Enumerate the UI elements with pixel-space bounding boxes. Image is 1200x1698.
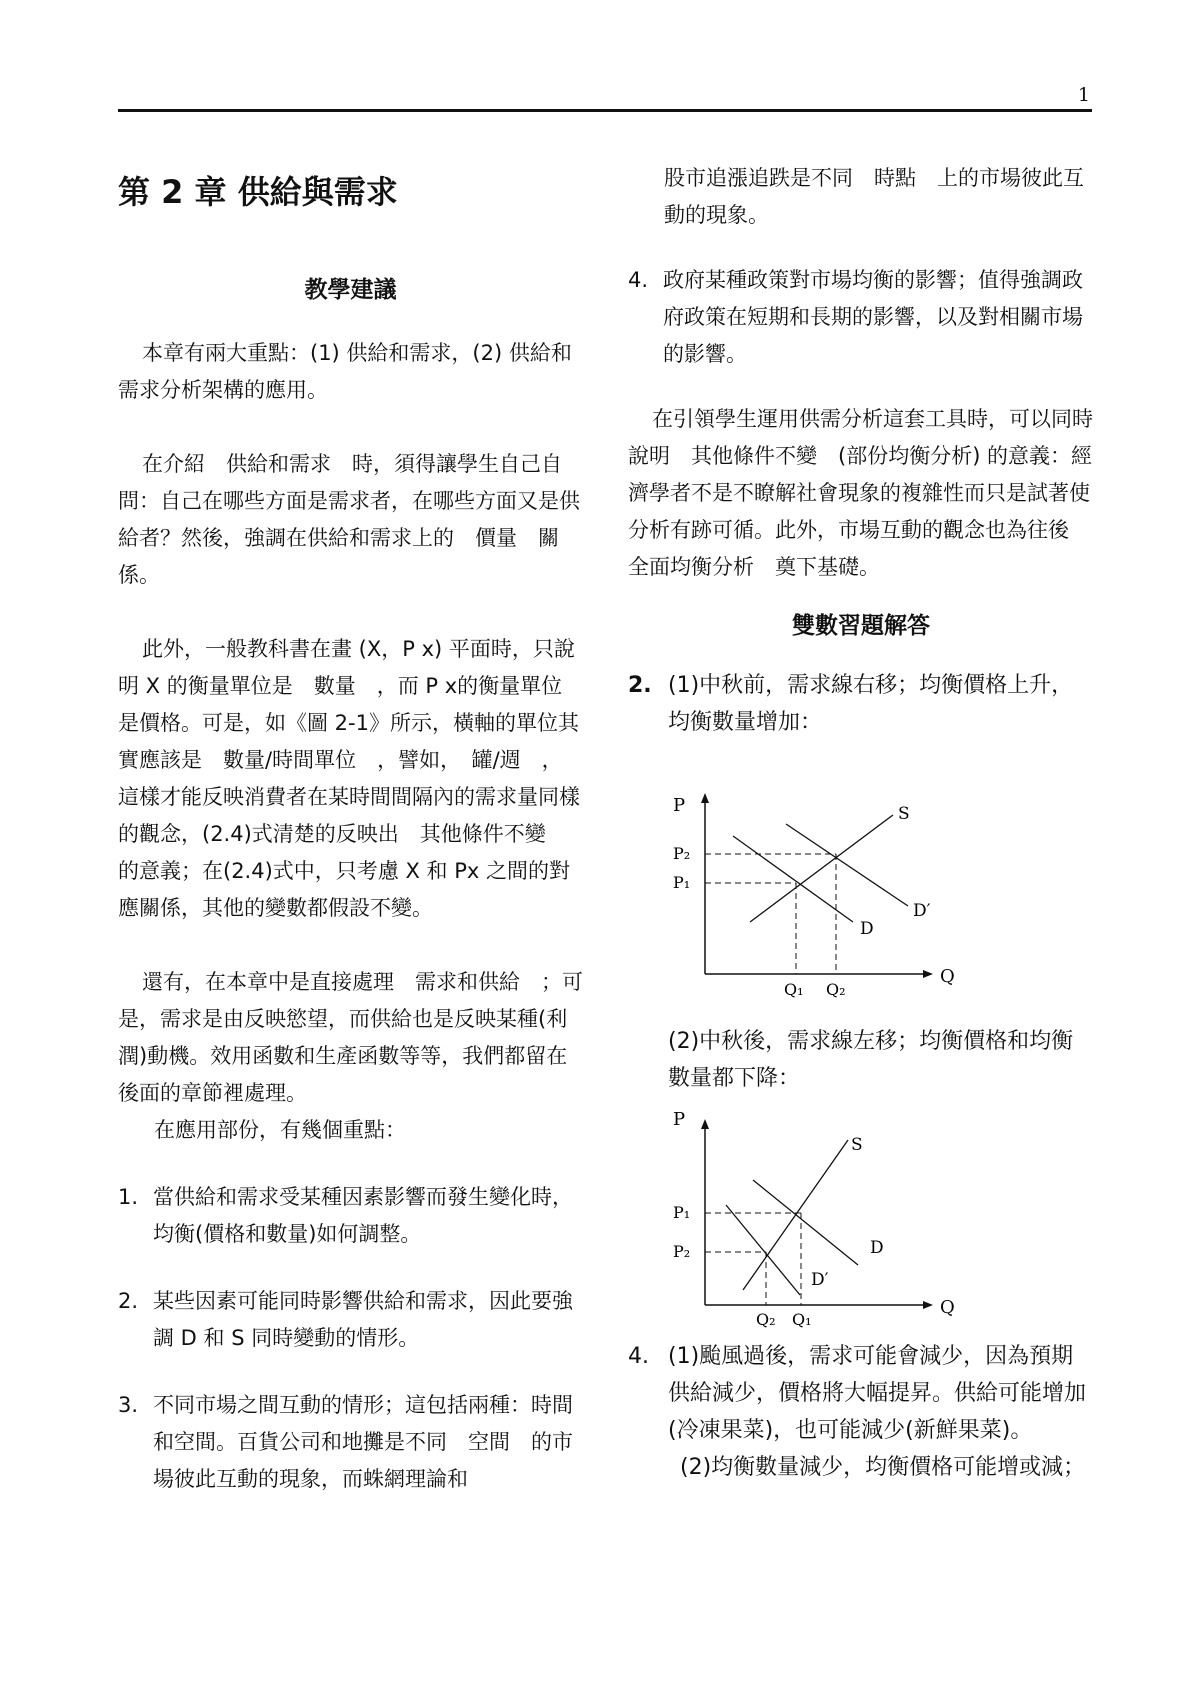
list-number: 3.: [118, 1393, 139, 1417]
paragraph: 還有，在本章中是直接處理 需求和供給 ；可是，需求是由反映慾望，而供給也是反映某種(利潤)動機。效用函數和生產函數等等，我們都留在後面的章節裡處理。: [118, 970, 583, 1105]
chapter-title: 第 2 章 供給與需求: [118, 173, 398, 211]
p1-label: P₁: [673, 873, 691, 892]
answer-text: (1)颱風過後，需求可能會減少，因為預期供給減少，價格將大幅提昇。供給可能增加(冷凍果菜)，也可能減少(新鮮果菜)。: [668, 1344, 1087, 1443]
p2-label: P₂: [673, 844, 691, 863]
page-number: 1: [1077, 84, 1090, 106]
answer-text: (2)中秋後，需求線左移；均衡價格和均衡數量都下降：: [668, 1029, 1074, 1091]
list-text: 某些因素可能同時影響供給和需求，因此要強調 D 和 S 同時變動的情形。: [153, 1289, 573, 1350]
demand-label-d-prime: D′: [811, 1270, 829, 1290]
header-rule: [118, 109, 1092, 112]
demand-label-d: D: [870, 1238, 884, 1258]
demand-curve-d-prime: [726, 1205, 800, 1295]
answer-text: (2)均衡數量減少，均衡價格可能增或減；: [680, 1455, 1086, 1480]
paragraph: 這樣才能反映消費者在某時間間隔內的需求量同樣的觀念，(2.4)式清楚的反映出 其他條件不變 的意義；在(2.4)式中，只考慮 X 和 Px 之間的對應關係，其他的變數都假設不變。: [118, 785, 580, 920]
list-item: [118, 1283, 583, 1357]
answer-item: [628, 667, 1094, 741]
list-text: 不同市場之間互動的情形；這包括兩種：時間和空間。百貨公司和地攤是不同 空間 的市場彼此互動的現象，而蛛網理論和: [153, 1393, 573, 1491]
paragraph: 在引領學生運用供需分析這套工具時，可以同時說明 其他條件不變 (部份均衡分析) 的意義：經濟學者不是不瞭解社會現象的複雜性而只是試著使分析有跡可循。此外，市場互動的觀念也為往後 全面均衡分析 奠下基礎。: [628, 407, 1093, 579]
demand-label-d: D: [860, 919, 874, 939]
x-axis-arrow: [923, 1301, 933, 1309]
paragraph: 本章有兩大重點：(1) 供給和需求，(2) 供給和需求分析架構的應用。: [118, 341, 572, 402]
answer-number: 2.: [628, 673, 652, 698]
q2-label: Q₂: [826, 980, 846, 999]
list-number: 1.: [118, 1185, 139, 1209]
p1-label: P₁: [673, 1203, 691, 1222]
q1-label: Q₁: [792, 1310, 812, 1329]
paragraph: 此外，一般教科書在畫 (X，P x) 平面時，只說明 X 的衡量單位是 數量 ，而 P x的衡量單位是價格。可是，如《圖 2-1》所示，橫軸的單位其實應該是 數量/時間單位 ，譬如， 罐/週 ，: [118, 637, 579, 772]
paragraph: 在介紹 供給和需求 時，須得讓學生自己自問：自己在哪些方面是需求者，在哪些方面又是供給者？然後，強調在供給和需求上的 價量 關係。: [118, 452, 580, 587]
list-number: 4.: [628, 268, 649, 292]
list-item: [628, 262, 1094, 373]
section-title-answers: 雙數習題解答: [792, 613, 930, 639]
list-text: 當供給和需求受某種因素影響而發生變化時，均衡(價格和數量)如何調整。: [153, 1185, 573, 1246]
list-item: [118, 1179, 583, 1253]
list-number: 2.: [118, 1289, 139, 1313]
answer-item: [628, 1338, 1094, 1449]
p-axis-label: P: [673, 795, 686, 816]
q-axis-label: Q: [940, 966, 955, 987]
list-continuation: 股市追漲追跌是不同 時點 上的市場彼此互動的現象。: [664, 166, 1084, 227]
list-text: 政府某種政策對市場均衡的影響；值得強調政府政策在短期和長期的影響，以及對相關市場的影響。: [663, 268, 1083, 366]
q2-label: Q₂: [756, 1310, 776, 1329]
q1-label: Q₁: [784, 980, 804, 999]
supply-demand-graph-2: [668, 1105, 1008, 1330]
x-axis-arrow: [923, 970, 933, 978]
left-column: [118, 170, 583, 1498]
answer-number: 4.: [628, 1344, 649, 1369]
section-title-teaching: 教學建議: [304, 277, 397, 303]
p-axis-label: P: [673, 1109, 686, 1130]
supply-label: S: [851, 1135, 863, 1155]
demand-curve-d: [733, 836, 853, 922]
demand-label-d-prime: D′: [913, 901, 931, 921]
supply-demand-graph-1: [668, 779, 1008, 1009]
list-item: [118, 1387, 583, 1498]
right-column: [628, 160, 1094, 1486]
demand-curve-d-prime: [786, 824, 908, 906]
supply-curve: [750, 815, 893, 922]
answer-text: (1)中秋前，需求線右移；均衡價格上升，均衡數量增加：: [668, 673, 1074, 735]
supply-label: S: [898, 804, 910, 824]
paragraph: 在應用部份，有幾個重點：: [154, 1118, 406, 1142]
p2-label: P₂: [673, 1242, 691, 1261]
q-axis-label: Q: [940, 1297, 955, 1318]
